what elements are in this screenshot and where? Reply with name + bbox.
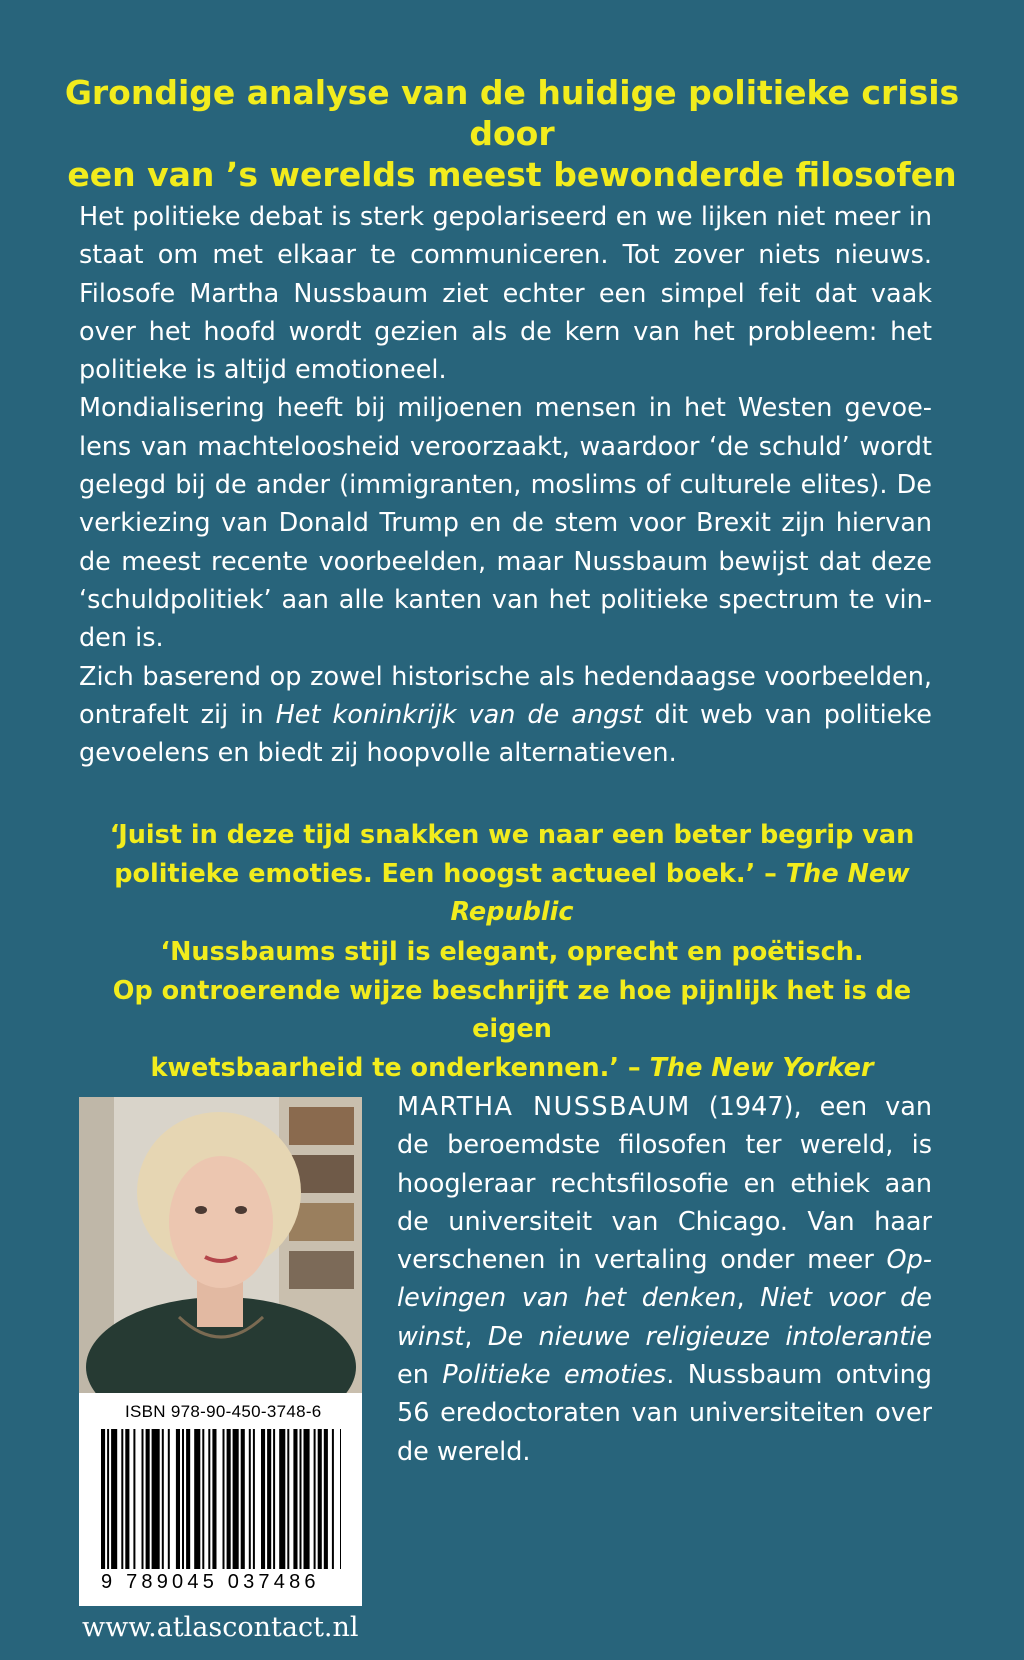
review-quote-1 xyxy=(70,816,954,932)
bio-text: , xyxy=(464,1321,488,1352)
quote-source: The New Yorker xyxy=(649,1052,874,1083)
barcode-bar xyxy=(223,1429,225,1569)
barcode-bar xyxy=(212,1429,216,1569)
quote-line: Op ontroerende wijze beschrijft ze hoe pijnlijk het is de eigen xyxy=(112,975,912,1044)
barcode-bar xyxy=(324,1429,328,1569)
author-bio xyxy=(397,1088,932,1471)
review-quote-2 xyxy=(70,933,954,1087)
work-title: Oplevingen van het denken xyxy=(397,1245,932,1314)
author-portrait-illustration xyxy=(79,1097,362,1393)
quote-line: ‘Nussbaums stijl is elegant, oprecht en poëtisch. xyxy=(160,937,864,967)
headline-line-1: Grondige analyse van de huidige politieke crisis door xyxy=(64,73,960,153)
barcode-bar xyxy=(168,1429,170,1569)
quote-source: The New Republic xyxy=(450,858,910,927)
quote-text: kwetsbaarheid te onderkennen.’ – xyxy=(150,1052,650,1083)
barcode-bar xyxy=(121,1429,123,1569)
barcode-bar xyxy=(142,1429,144,1569)
author-photo xyxy=(79,1097,362,1393)
bio-text: en xyxy=(397,1360,443,1391)
barcode-bar xyxy=(194,1429,200,1569)
barcode-bar xyxy=(152,1429,160,1569)
barcode-bar xyxy=(125,1429,129,1569)
headline xyxy=(60,72,964,195)
barcode-bar xyxy=(133,1429,135,1569)
barcode-bar xyxy=(182,1429,184,1569)
isbn-label: ISBN 978-90-450-3748-6 xyxy=(125,1402,322,1421)
barcode-bar xyxy=(241,1429,245,1569)
barcode-bar xyxy=(176,1429,180,1569)
description-text: Zich baserend op zowel historische als hedendaagse voorbeelden, ontrafelt zij in xyxy=(79,661,932,730)
description-paragraph-1: Het politieke debat is sterk gepolariseerd en we lijken niet meer in staat om met elkaar te communiceren. Tot zover niets nieuws. Filosofe Martha Nussbaum ziet echter een simpel feit dat vaak over het hoofd wordt gezien als de kern van het probleem: het politieke is altijd emotioneel. xyxy=(79,202,932,386)
work-title: Politieke emoties xyxy=(442,1360,667,1391)
barcode-bar xyxy=(146,1429,150,1569)
barcode-bar xyxy=(249,1429,251,1569)
quote-text: politieke emoties. Een hoogst actueel boek.’ – xyxy=(114,858,786,889)
barcode xyxy=(101,1429,341,1571)
barcode-bar xyxy=(318,1429,322,1569)
barcode-bar xyxy=(227,1429,231,1569)
barcode-bar xyxy=(233,1429,239,1569)
quote-line xyxy=(70,855,954,932)
description-paragraph-3 xyxy=(79,658,932,773)
barcode-bar xyxy=(261,1429,265,1569)
barcode-bar xyxy=(340,1429,341,1569)
description-text: dit web van politieke gevoelens en biedt zij hoopvolle alternatieven. xyxy=(79,699,932,769)
quote-line xyxy=(70,1049,954,1088)
work-title: De nieuwe religieuze intolerantie xyxy=(487,1321,933,1352)
barcode-bar xyxy=(162,1429,164,1569)
barcode-bar xyxy=(279,1429,285,1569)
book-title: Het koninkrijk van de angst xyxy=(275,699,643,730)
barcode-bar xyxy=(111,1429,117,1569)
barcode-digits: 9 789045 037486 xyxy=(101,1571,320,1593)
barcode-bar xyxy=(208,1429,210,1569)
barcode-bar xyxy=(101,1429,105,1569)
description-paragraph-2: Mondialisering heeft bij miljoenen mensen in het Westen gevoelens van machteloosheid veroorzaakt, waardoor ‘de schuld’ wordt gelegd bij de ander (immigranten, moslims of culturele elites). De verkiezing van Donald Trump en de stem voor Brexit zijn hiervan de meest recente voorbeelden, maar Nussbaum bewijst dat deze ‘schuldpolitiek’ aan alle kanten van het politieke spectrum te vinden is. xyxy=(79,393,932,654)
barcode-bar xyxy=(273,1429,275,1569)
barcode-bar xyxy=(186,1429,190,1569)
barcode-bar xyxy=(304,1429,310,1569)
barcode-bar xyxy=(332,1429,334,1569)
publisher-website: www.atlascontact.nl xyxy=(82,1612,359,1643)
headline-line-2: een van ’s werelds meest bewonderde filosofen xyxy=(67,155,957,194)
barcode-bar xyxy=(300,1429,302,1569)
bio-text: . Nussbaum ontving 56 eredoctoraten van universiteiten over de wereld. xyxy=(397,1360,932,1467)
barcode-bar xyxy=(267,1429,271,1569)
barcode-bar xyxy=(287,1429,289,1569)
barcode-bar xyxy=(253,1429,255,1569)
quote-line: ‘Juist in deze tijd snakken we naar een beter begrip van xyxy=(109,820,915,850)
barcode-bar xyxy=(202,1429,204,1569)
bio-text: , xyxy=(736,1283,761,1314)
author-name: MARTHA NUSSBAUM xyxy=(397,1092,691,1122)
work-title: Niet voor de winst xyxy=(397,1283,932,1352)
barcode-bar xyxy=(107,1429,109,1569)
bio-text: (1947), een van de beroemdste filosofen ter wereld, is hoogleraar rechtsfilosofie en ethiek aan de universiteit van Chicago. Van haar verschenen in vertaling onder meer xyxy=(397,1092,932,1276)
description xyxy=(79,198,932,772)
barcode-bar xyxy=(293,1429,297,1569)
barcode-bar xyxy=(314,1429,316,1569)
barcode-area xyxy=(79,1393,362,1606)
